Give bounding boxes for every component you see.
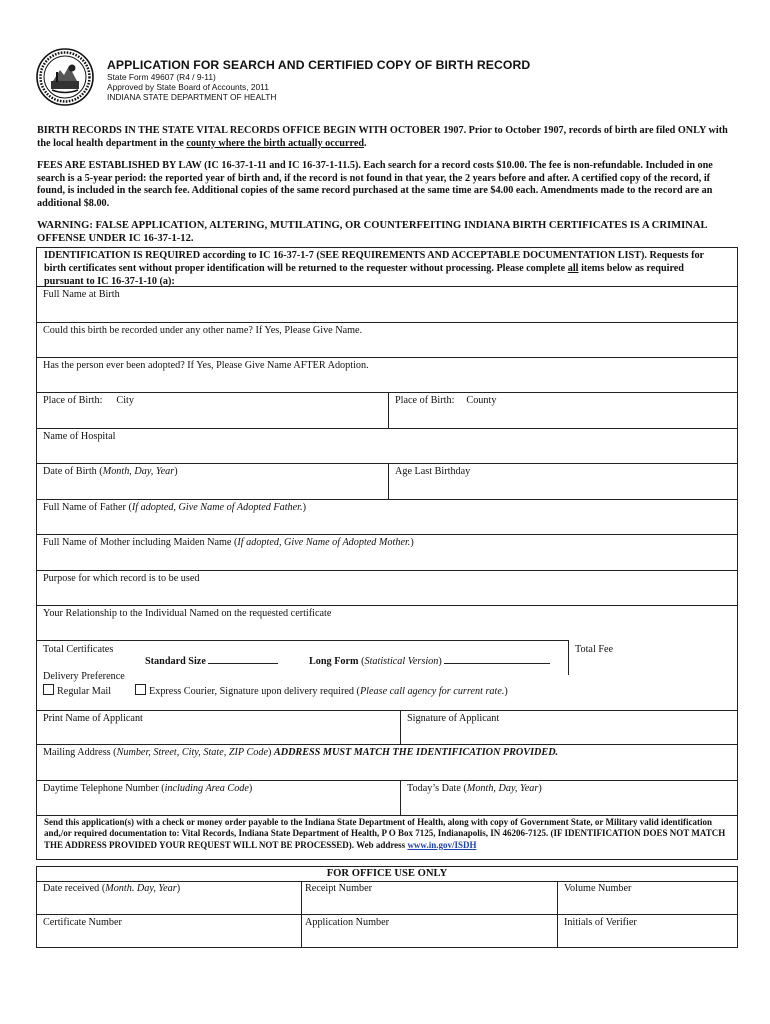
fees-notice: FEES ARE ESTABLISHED BY LAW (IC 16-37-1-11 and IC 16-37-1-11.5). Each search for a record costs $10.00. The fee is non-refundable. Included in one search is a 5-year period: the reported year of birth and, if the record is not found in that year, the 2 years before and after. A certified copy of the record, if found, is included in the search fee. Additional copies of the same record purchased at the same time are $4.00 each. Amendments made to the record are an additional $8.00. bbox=[37, 160, 713, 209]
relationship-field[interactable]: Your Relationship to the Individual Named on the requested certificate bbox=[43, 608, 332, 619]
volume-number-field[interactable]: Volume Number bbox=[564, 883, 632, 894]
full-name-field[interactable]: Full Name at Birth bbox=[43, 289, 120, 300]
rule bbox=[37, 640, 569, 641]
rule bbox=[37, 286, 737, 287]
rule bbox=[37, 881, 737, 882]
birth-county-field[interactable]: Place of Birth: County bbox=[395, 395, 497, 406]
divider bbox=[388, 463, 389, 499]
rule bbox=[37, 463, 737, 464]
purpose-field[interactable]: Purpose for which record is to be used bbox=[43, 573, 200, 584]
application-number-field[interactable]: Application Number bbox=[305, 917, 390, 928]
certificate-number-field[interactable]: Certificate Number bbox=[43, 917, 122, 928]
rule bbox=[37, 357, 737, 358]
birth-city-field[interactable]: Place of Birth: City bbox=[43, 395, 134, 406]
divider bbox=[557, 881, 558, 948]
rule bbox=[37, 744, 737, 745]
rule bbox=[37, 322, 737, 323]
rule bbox=[37, 534, 737, 535]
rule bbox=[37, 914, 737, 915]
date-received-field[interactable]: Date received (Month. Day, Year) bbox=[43, 883, 181, 894]
mailing-address-field[interactable]: Mailing Address (Number, Street, City, State, ZIP Code) ADDRESS MUST MATCH THE IDENTIFICATION PROVIDED. bbox=[43, 747, 559, 758]
county-emphasis: county where the birth actually occurred bbox=[186, 137, 365, 149]
age-field[interactable]: Age Last Birthday bbox=[395, 466, 471, 477]
rule bbox=[37, 780, 737, 781]
total-fee-field[interactable]: Total Fee bbox=[575, 644, 614, 655]
office-use-section bbox=[36, 866, 738, 948]
form-title: APPLICATION FOR SEARCH AND CERTIFIED COPY OF BIRTH RECORD bbox=[107, 58, 531, 72]
divider bbox=[568, 640, 569, 675]
warning-notice: WARNING: FALSE APPLICATION, ALTERING, MUTILATING, OR COUNTERFEITING INDIANA BIRTH CERTIFICATES IS A CRIMINAL OFFENSE UNDER IC 16-37-1-12. bbox=[37, 220, 708, 244]
application-form bbox=[36, 247, 738, 860]
divider bbox=[388, 392, 389, 428]
rule bbox=[37, 605, 737, 606]
office-use-title: FOR OFFICE USE ONLY bbox=[326, 868, 448, 879]
isdh-web-link[interactable]: www.in.gov/ISDH bbox=[407, 839, 477, 850]
hospital-field[interactable]: Name of Hospital bbox=[43, 431, 116, 442]
total-certificates-label: Total Certificates bbox=[43, 644, 114, 655]
express-courier-option[interactable]: Express Courier, Signature upon delivery required (Please call agency for current rate.) bbox=[135, 684, 508, 697]
identification-notice: IDENTIFICATION IS REQUIRED according to IC 16-37-1-7 (SEE REQUIREMENTS AND ACCEPTABLE DOCUMENTATION LIST). Requests for birth certificates sent without proper identification will be returned to the requester without processing. Please complete all items below as required pursuant to IC 16-37-1-10 (a): bbox=[44, 250, 704, 287]
form-number: State Form 49607 (R4 / 9-11) bbox=[107, 72, 216, 82]
adoption-name-field[interactable]: Has the person ever been adopted? If Yes, Please Give Name AFTER Adoption. bbox=[43, 360, 369, 371]
records-notice: BIRTH RECORDS IN THE STATE VITAL RECORDS OFFICE BEGIN WITH OCTOBER 1907. Prior to October 1907, records of birth are filed ONLY with the local health department in the county where the birth actually occurred. bbox=[37, 125, 728, 149]
divider bbox=[400, 710, 401, 745]
regular-mail-checkbox[interactable] bbox=[43, 684, 54, 695]
rule bbox=[37, 815, 737, 816]
standard-size-field[interactable]: Standard Size bbox=[145, 656, 278, 667]
father-name-field[interactable]: Full Name of Father (If adopted, Give Name of Adopted Father.) bbox=[43, 502, 306, 513]
department-name: INDIANA STATE DEPARTMENT OF HEALTH bbox=[107, 92, 277, 103]
phone-field[interactable]: Daytime Telephone Number (including Area Code) bbox=[43, 783, 253, 794]
long-form-field[interactable]: Long Form (Statistical Version) bbox=[309, 656, 550, 667]
other-name-field[interactable]: Could this birth be recorded under any other name? If Yes, Please Give Name. bbox=[43, 325, 363, 336]
express-courier-checkbox[interactable] bbox=[135, 684, 146, 695]
rule bbox=[37, 570, 737, 571]
state-seal-icon bbox=[36, 48, 94, 106]
date-of-birth-field[interactable]: Date of Birth (Month, Day, Year) bbox=[43, 466, 178, 477]
verifier-initials-field[interactable]: Initials of Verifier bbox=[564, 917, 637, 928]
rule bbox=[37, 392, 737, 393]
delivery-label: Delivery Preference bbox=[43, 671, 125, 682]
regular-mail-option[interactable]: Regular Mail bbox=[43, 684, 111, 697]
approval-note: Approved by State Board of Accounts, 2011 bbox=[107, 82, 269, 93]
rule bbox=[37, 710, 737, 711]
divider bbox=[400, 780, 401, 815]
mailing-instructions: Send this application(s) with a check or money order payable to the Indiana State Department of Health, along with copy of Government State, or Military valid identification and,/or required documentation to: Vital Records, Indiana State Department of Health, P O Box 7125, Indianapolis, IN 46206-7125. (IF IDENTIFICATION DOES NOT MATCH THE ADDRESS PROVIDED YOUR REQUEST WILL NOT BE PROCESSED). Web address www.in.gov/ISDH bbox=[44, 817, 726, 850]
mother-name-field[interactable]: Full Name of Mother including Maiden Name (If adopted, Give Name of Adopted Mother.) bbox=[43, 537, 414, 548]
receipt-number-field[interactable]: Receipt Number bbox=[305, 883, 373, 894]
todays-date-field[interactable]: Today’s Date (Month, Day, Year) bbox=[407, 783, 542, 794]
rule bbox=[37, 499, 737, 500]
divider bbox=[301, 881, 302, 948]
signature-field[interactable]: Signature of Applicant bbox=[407, 713, 500, 724]
form-header bbox=[107, 58, 530, 103]
rule bbox=[37, 428, 737, 429]
print-name-field[interactable]: Print Name of Applicant bbox=[43, 713, 143, 724]
